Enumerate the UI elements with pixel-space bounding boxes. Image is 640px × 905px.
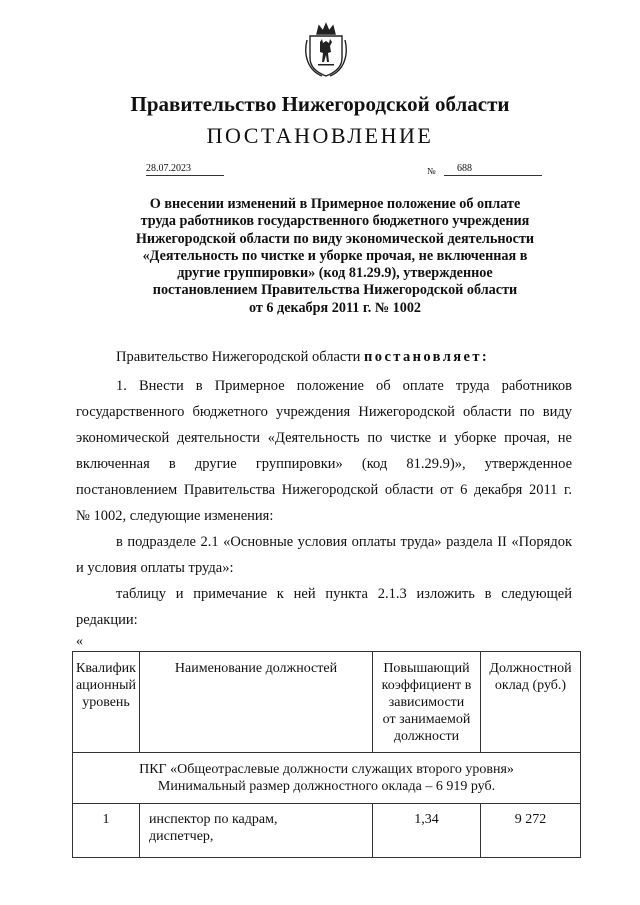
subject-line: другие группировки» (код 81.29.9), утвержденное [177, 265, 493, 282]
subject-line: «Деятельность по чистке и уборке прочая, не включенная в [142, 247, 528, 264]
subject-line: постановлением Правительства Нижегородской области [152, 282, 518, 299]
paragraph-1-line: № 1002, следующие изменения: [76, 508, 274, 524]
intro-text: Правительство Нижегородской области [116, 349, 361, 365]
paragraph-1-line: постановлением Правительства Нижегородской области от 6 декабря 2011 г. [76, 482, 572, 498]
document-number: 688 [444, 163, 542, 176]
paragraph-2-line: в подразделе 2.1 «Основные условия оплаты труда» раздела II «Порядок [116, 534, 572, 550]
subject-line: Нижегородской области по виду экономической деятельности [135, 230, 535, 247]
row-coefficient: 1,34 [373, 804, 481, 858]
table-header-row [73, 652, 581, 753]
paragraph-2-line: и условия оплаты труда»: [76, 560, 234, 576]
group-heading: ПКГ «Общеотраслевые должности служащих второго уровня» Минимальный размер должностного оклада – 6 919 руб. [73, 753, 581, 804]
intro-emphasis: постановляет: [364, 349, 490, 365]
paragraph-1-line: государственного бюджетного учреждения Нижегородской области по виду [76, 404, 572, 420]
document-subject [110, 196, 560, 317]
document-type: ПОСТАНОВЛЕНИЕ [206, 123, 434, 148]
organization-title: Правительство Нижегородской области [130, 92, 510, 116]
row-salary: 9 272 [481, 804, 581, 858]
nizhny-novgorod-coat-of-arms-icon [304, 22, 348, 78]
paragraph-1-line: включенная в другие группировки» (код 81.29.9)», утвержденное [76, 456, 572, 472]
salary-table [72, 651, 581, 858]
paragraph-1-line: 1. Внести в Примерное положение об оплате труда работников [116, 378, 572, 394]
subject-line: от 6 декабря 2011 г. № 1002 [248, 299, 422, 316]
header-qualification-level: Квалифик ационный уровень [73, 652, 140, 753]
row-positions: инспектор по кадрам, диспетчер, [140, 804, 373, 858]
quote-open: « [76, 634, 83, 649]
subject-line: труда работников государственного бюджетного учреждения [140, 213, 530, 230]
paragraph-3-line: таблицу и примечание к ней пункта 2.1.3 изложить в следующей [116, 586, 572, 602]
header-position-names: Наименование должностей [140, 652, 373, 753]
resolution-intro [116, 349, 489, 366]
document-date: 28.07.2023 [146, 163, 224, 176]
header-salary: Должностной оклад (руб.) [481, 652, 581, 753]
table-group-row [73, 753, 581, 804]
row-level: 1 [73, 804, 140, 858]
subject-line: О внесении изменений в Примерное положение об оплате [149, 196, 521, 212]
header-coefficient: Повышающий коэффициент в зависимости от занимаемой должности [373, 652, 481, 753]
document-number-label: № [427, 166, 436, 176]
paragraph-1-line: экономической деятельности «Деятельность по чистке и уборке прочая, не [76, 430, 572, 446]
paragraph-3-line: редакции: [76, 612, 138, 628]
table-row [73, 804, 581, 858]
